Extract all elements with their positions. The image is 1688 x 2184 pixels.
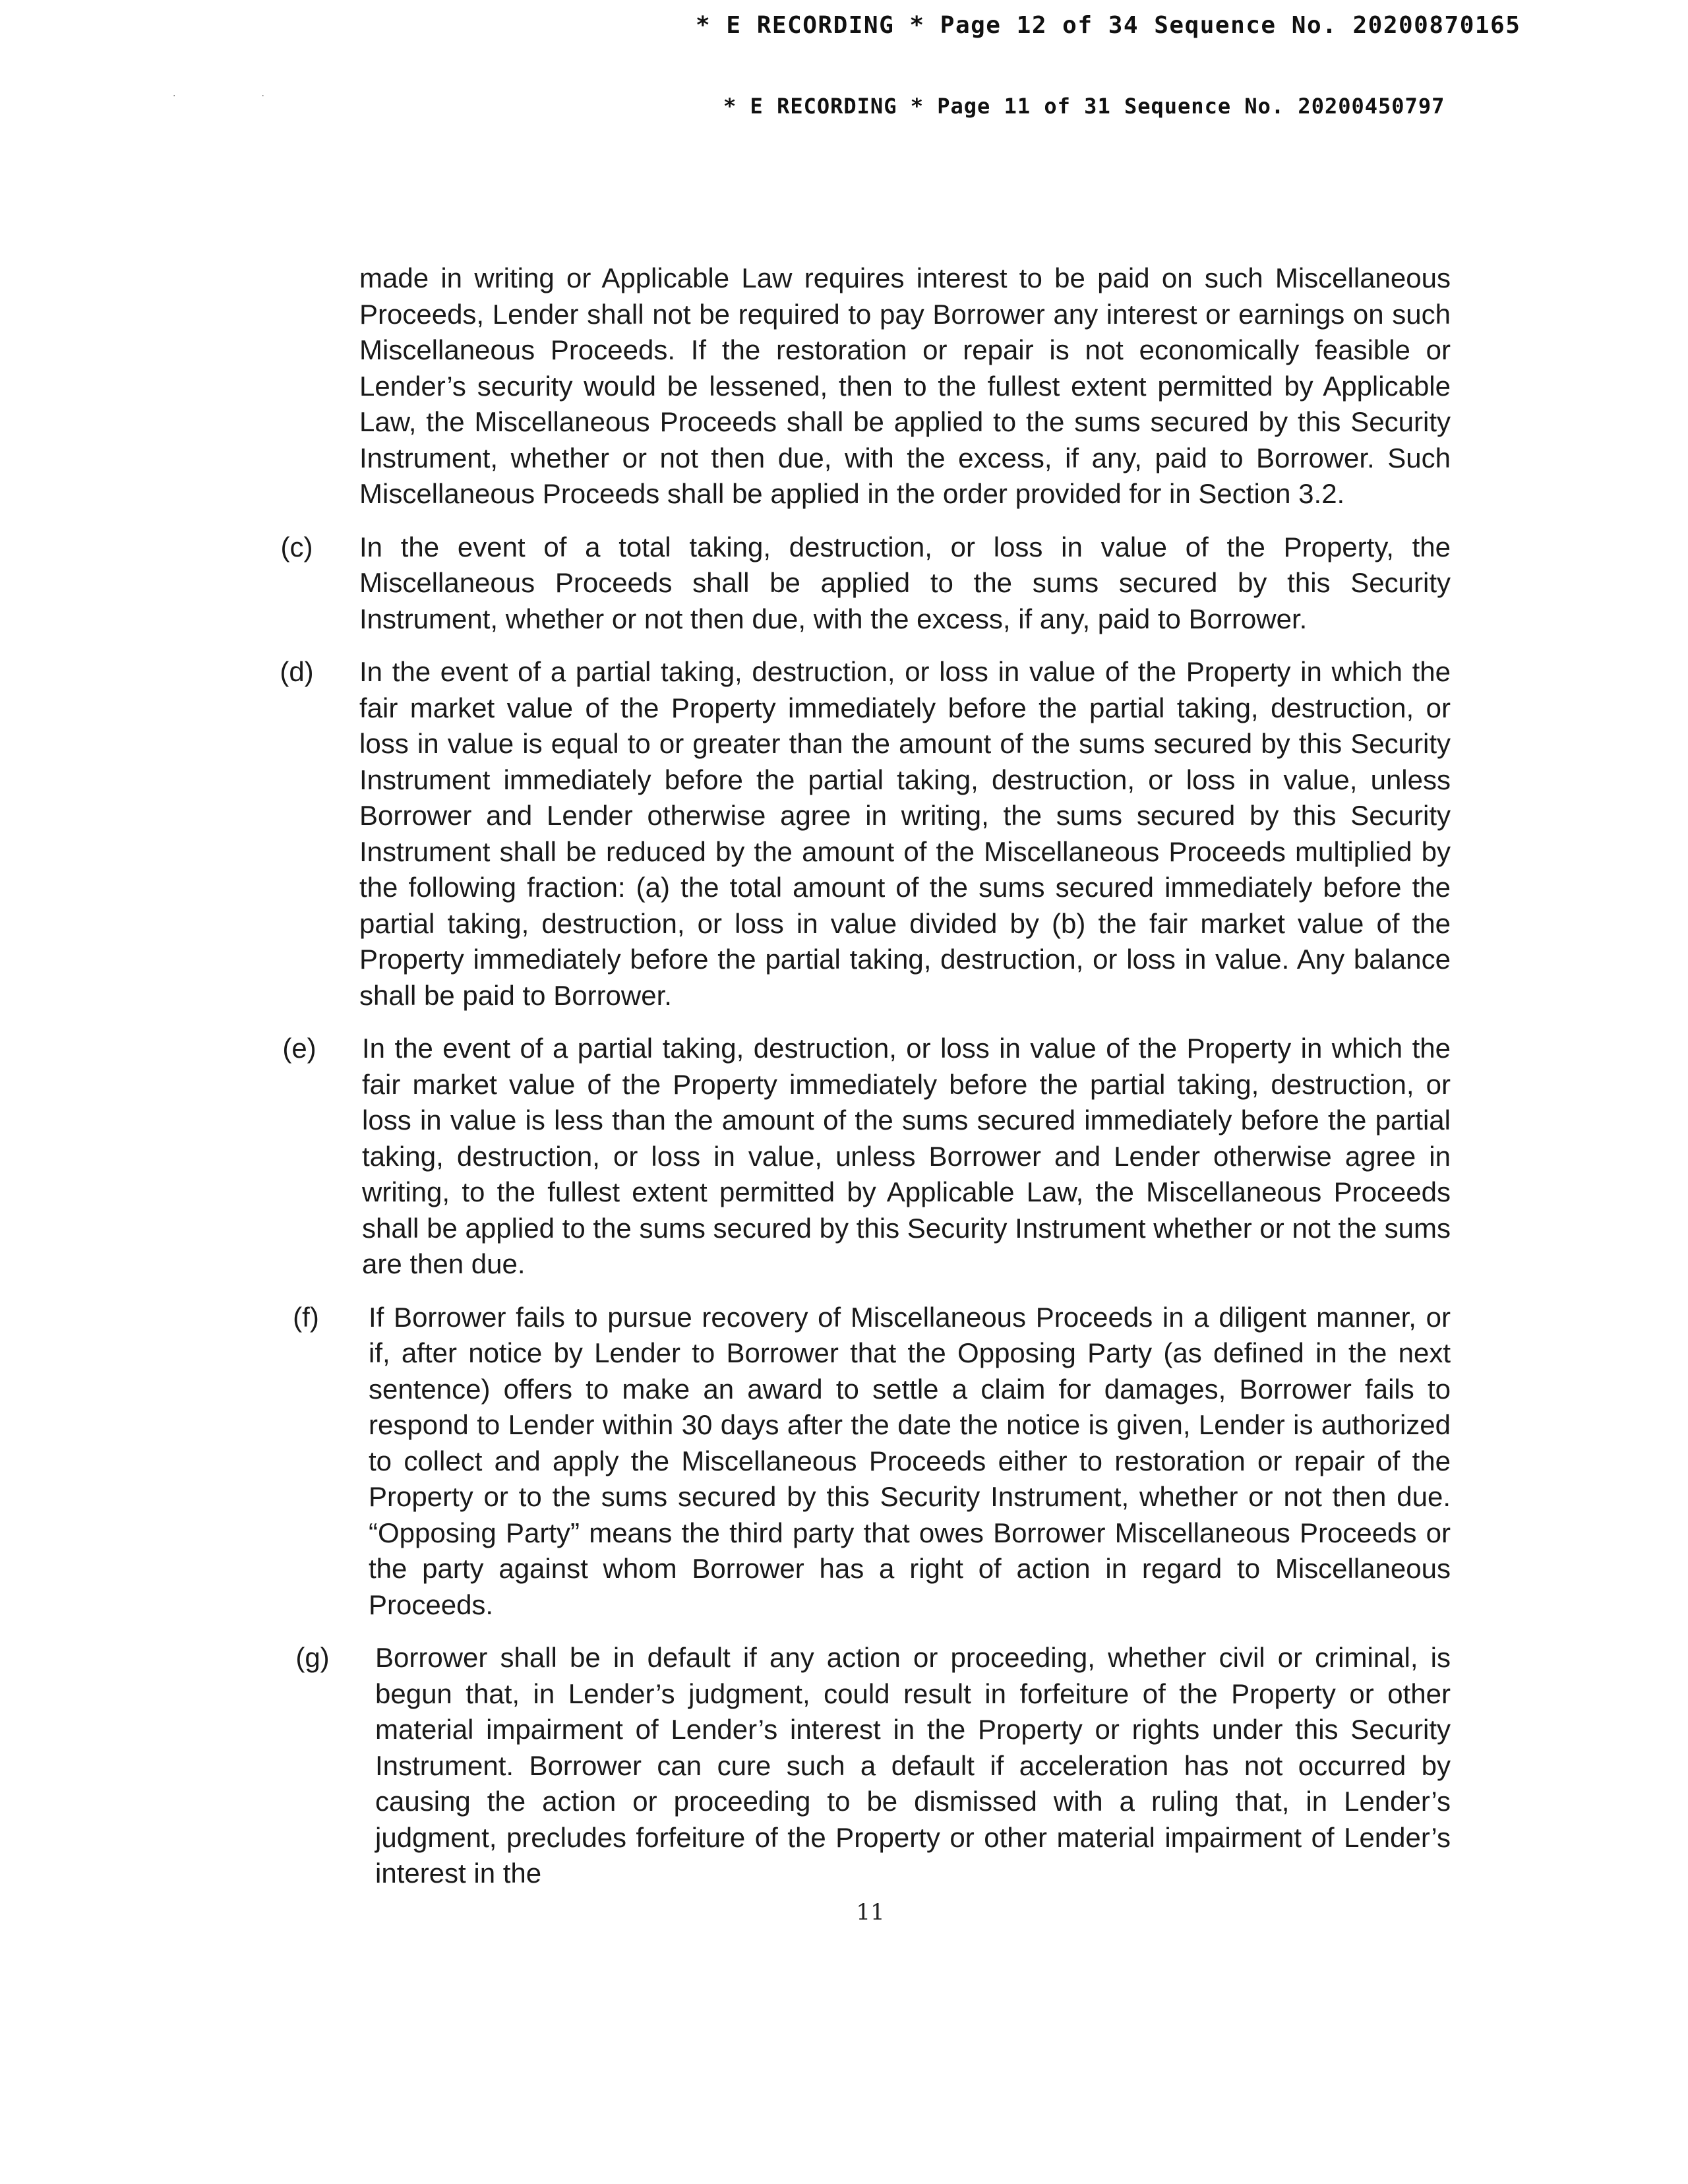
clause-g: [295, 1640, 1451, 1892]
clause-label: (g): [295, 1642, 330, 1673]
clause-d: [280, 654, 1451, 1014]
clause-text: In the event of a partial taking, destruction, or loss in value of the Property in which the fair market value of the Property immediately before the partial taking, destruction, or loss in value is less than the amount of the sums secured immediately before the partial taking, destruction, or loss in value, unless Borrower and Lender otherwise agree in writing, to the fullest extent permitted by Applicable Law, the Miscellaneous Proceeds shall be applied to the sums secured by this Security Instrument whether or not the sums are then due.: [362, 1033, 1451, 1279]
document-body: [280, 260, 1451, 1909]
clause-text: Borrower shall be in default if any action or proceeding, whether civil or criminal, is begun that, in Lender’s judgment, could result in forfeiture of the Property or other material impairment of Lender’s interest in the Property or rights under this Security Instrument. Borrower can cure such a default if acceleration has not occurred by causing the action or proceeding to be dismissed with a ruling that, in Lender’s judgment, precludes forfeiture of the Property or other material impairment of Lender’s interest in the: [375, 1642, 1451, 1889]
scan-specks: ··: [173, 91, 350, 102]
lead-paragraph: made in writing or Applicable Law requires interest to be paid on such Miscellaneous Proceeds, Lender shall not be required to pay Borrower any interest or earnings on such Miscellaneous Proceeds. If the restoration or repair is not economically feasible or Lender’s security would be lessened, then to the fullest extent permitted by Applicable Law, the Miscellaneous Proceeds shall be applied to the sums secured by this Security Instrument, whether or not then due, with the excess, if any, paid to Borrower. Such Miscellaneous Proceeds shall be applied in the order provided for in Section 3.2.: [359, 262, 1451, 509]
clause-label: (e): [282, 1033, 316, 1064]
clause-label: (f): [293, 1301, 319, 1333]
clause-text: In the event of a partial taking, destruction, or loss in value of the Property in which the fair market value of the Property immediately before the partial taking, destruction, or loss in value is equal to or greater than the amount of the sums secured by this Security Instrument immediately before the partial taking, destruction, or loss in value, unless Borrower and Lender otherwise agree in writing, the sums secured by this Security Instrument shall be reduced by the amount of the Miscellaneous Proceeds multiplied by the following fraction: (a) the total amount of the sums secured immediately before the partial taking, destruction, or loss in value divided by (b) the fair market value of the Property immediately before the partial taking, destruction, or loss in value. Any balance shall be paid to Borrower.: [359, 656, 1451, 1011]
recording-stamp-secondary: * E RECORDING * Page 11 of 31 Sequence No. 20200450797: [723, 94, 1445, 119]
clause-f: [293, 1300, 1451, 1623]
clause-text: If Borrower fails to pursue recovery of Miscellaneous Proceeds in a diligent manner, or if, after notice by Lender to Borrower that the Opposing Party (as defined in the next sentence) offers to make an award to settle a claim for damages, Borrower fails to respond to Lender within 30 days after the date the notice is given, Lender is authorized to collect and apply the Miscellaneous Proceeds either to restoration or repair of the Property or to the sums secured by this Security Instrument, whether or not then due. “Opposing Party” means the third party that owes Borrower Miscellaneous Proceeds or the party against whom Borrower has a right of action in regard to Miscellaneous Proceeds.: [369, 1301, 1451, 1620]
clause-label: (c): [280, 531, 313, 562]
page-number: 11: [856, 1899, 885, 1926]
recording-stamp-primary: * E RECORDING * Page 12 of 34 Sequence No. 20200870165: [696, 12, 1521, 39]
clause-c: [280, 530, 1451, 638]
clause-e: [282, 1031, 1451, 1283]
clause-text: In the event of a total taking, destruction, or loss in value of the Property, the Miscellaneous Proceeds shall be applied to the sums secured by this Security Instrument, whether or not then due, with the excess, if any, paid to Borrower.: [359, 531, 1451, 634]
clause-label: (d): [280, 656, 314, 687]
